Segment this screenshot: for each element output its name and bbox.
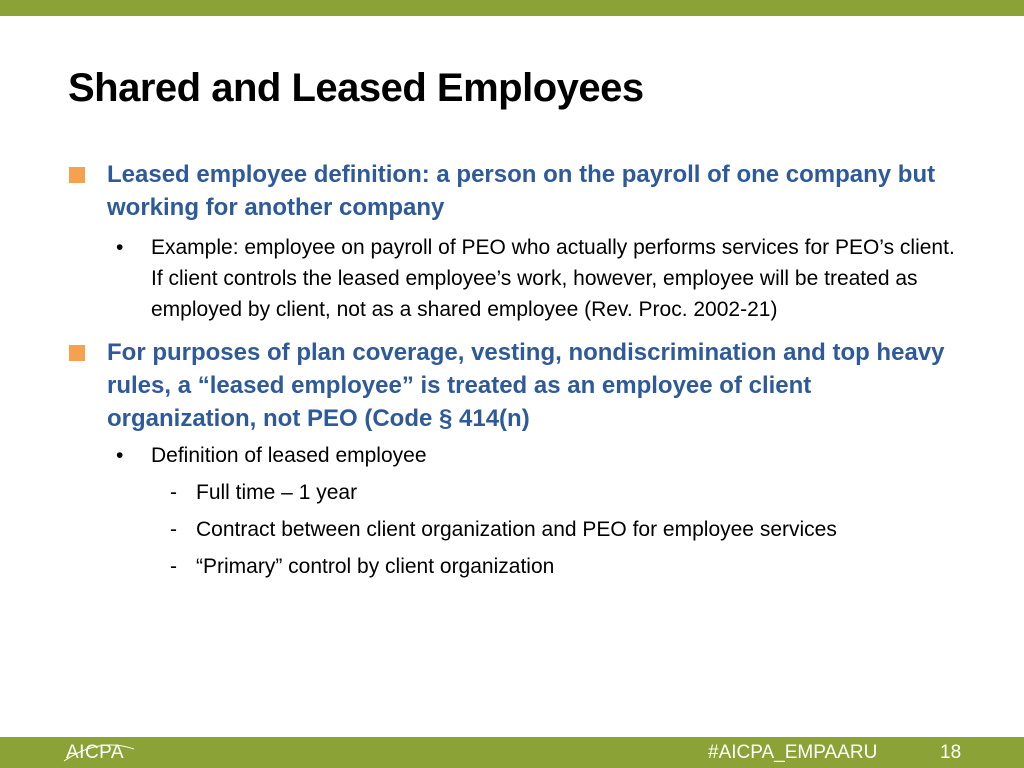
bullet-level1 (68, 336, 958, 435)
dash-bullet-icon: - (170, 481, 177, 504)
slide-content (68, 158, 968, 582)
top-accent-band (0, 0, 1024, 16)
dot-bullet-icon: • (116, 236, 124, 259)
slide-title: Shared and Leased Employees (68, 66, 644, 110)
bullet-level1 (68, 158, 958, 224)
bullet-text: Definition of leased employee (151, 444, 427, 467)
bullet-level3 (68, 514, 958, 545)
footer-hashtag: #AICPA_EMPAARU (708, 742, 878, 763)
square-bullet-icon (69, 167, 85, 183)
bullet-level2 (68, 232, 958, 325)
square-bullet-icon (69, 345, 85, 361)
bullet-level3 (68, 551, 958, 582)
bullet-text: Contract between client organization and PEO for employee services (196, 518, 837, 541)
page-number: 18 (940, 742, 962, 763)
bullet-text: Leased employee definition: a person on the payroll of one company but working for another company (107, 161, 936, 221)
dash-bullet-icon: - (170, 555, 177, 578)
dot-bullet-icon: • (116, 444, 124, 467)
bullet-text: Full time – 1 year (196, 481, 358, 504)
bullet-level2 (68, 440, 958, 471)
bullet-text: For purposes of plan coverage, vesting, nondiscrimination and top heavy rules, a “leased employee” is treated as an employee of client organization, not PEO (Code § 414(n) (107, 339, 945, 432)
footer-band (0, 737, 1024, 768)
bullet-level3 (68, 477, 958, 508)
bullet-text: Example: employee on payroll of PEO who actually performs services for PEO’s client. If client controls the leased employee’s work, however, employee will be treated as employed by client, not as a shared employee (Rev. Proc. 2002-21) (151, 236, 955, 321)
bullet-text: “Primary” control by client organization (196, 555, 555, 578)
aicpa-logo: AICPA (66, 742, 125, 763)
dash-bullet-icon: - (170, 518, 177, 541)
